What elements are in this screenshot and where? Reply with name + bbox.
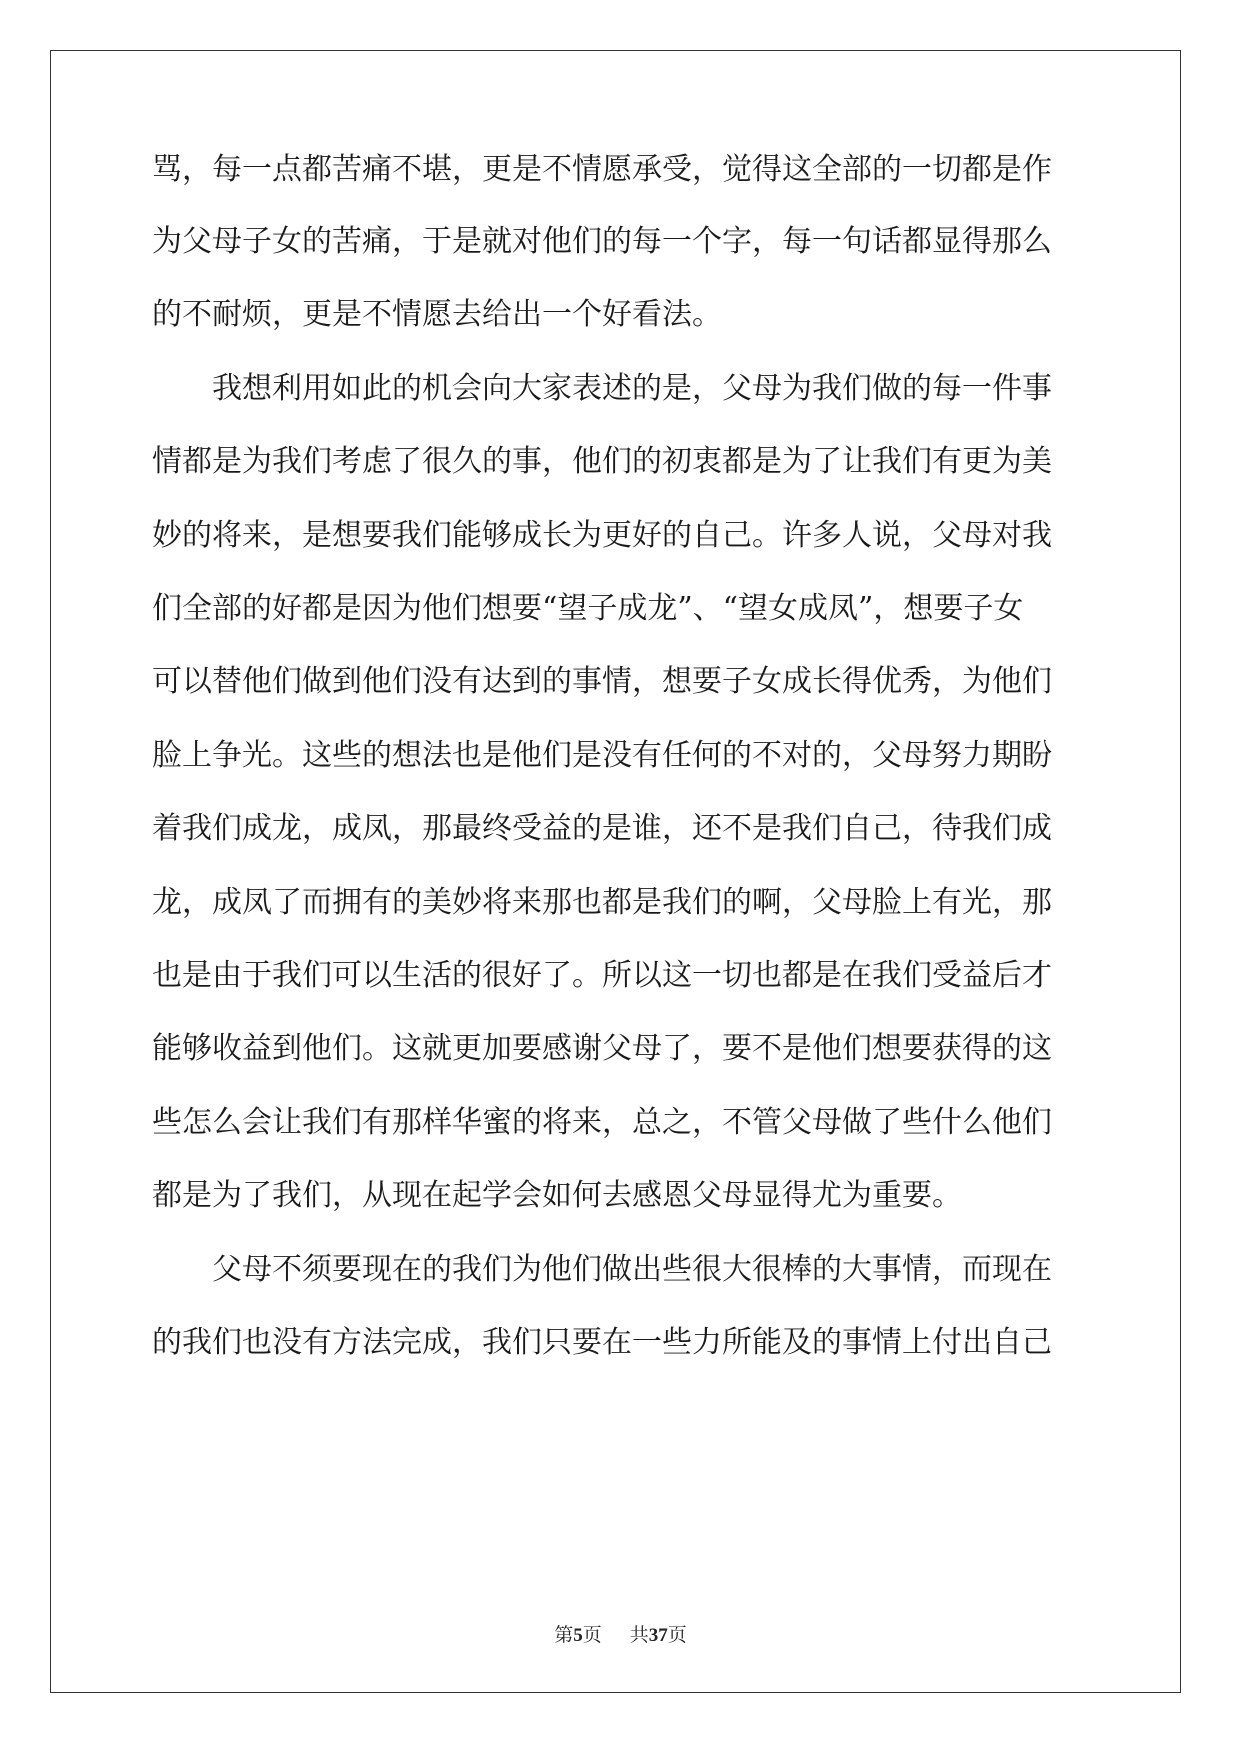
- text-line: 可以替他们做到他们没有达到的事情，想要子女成长得优秀，为他们: [152, 664, 1052, 699]
- text-line: 能够收益到他们。这就更加要感谢父母了，要不是他们想要获得的这: [152, 1031, 1052, 1066]
- text-line: 脸上争光。这些的想法也是他们是没有任何的不对的，父母努力期盼: [152, 738, 1052, 773]
- text-line: 龙，成凤了而拥有的美妙将来那也都是我们的啊，父母脸上有光，那: [152, 885, 1052, 920]
- text-line: 的我们也没有方法完成，我们只要在一些力所能及的事情上付出自己: [152, 1325, 1052, 1360]
- text-line: 为父母子女的苦痛，于是就对他们的每一个字，每一句话都显得那么: [152, 224, 1052, 259]
- total-prefix: 共: [629, 1625, 649, 1646]
- page-footer: [0, 1620, 1241, 1647]
- text-line: 我想利用如此的机会向大家表述的是，父母为我们做的每一件事: [152, 371, 1052, 406]
- text-line: 骂，每一点都苦痛不堪，更是不情愿承受，觉得这全部的一切都是作: [152, 152, 1052, 187]
- text-line: 父母不须要现在的我们为他们做出些很大很棒的大事情，而现在: [152, 1252, 1052, 1287]
- text-line: 些怎么会让我们有那样华蜜的将来，总之，不管父母做了些什么他们: [152, 1105, 1052, 1140]
- text-line: 也是由于我们可以生活的很好了。所以这一切也都是在我们受益后才: [152, 958, 1052, 993]
- page-current: 5: [573, 1625, 583, 1646]
- text-line: 着我们成龙，成凤，那最终受益的是谁，还不是我们自己，待我们成: [152, 811, 1052, 846]
- text-line: 妙的将来，是想要我们能够成长为更好的自己。许多人说，父母对我: [152, 518, 1052, 553]
- text-line: 情都是为我们考虑了很久的事，他们的初衷都是为了让我们有更为美: [152, 444, 1052, 479]
- page-prefix: 第: [554, 1625, 574, 1646]
- page-total: 37: [648, 1625, 668, 1646]
- text-line: 都是为了我们，从现在起学会如何去感恩父母显得尤为重要。: [152, 1178, 962, 1213]
- text-line: 的不耐烦，更是不情愿去给出一个好看法。: [152, 297, 722, 332]
- page-suffix: 页: [582, 1625, 602, 1646]
- text-line: 们全部的好都是因为他们想要“望子成龙”、“望女成凤”，想要子女: [152, 591, 1024, 626]
- total-suffix: 页: [667, 1625, 687, 1646]
